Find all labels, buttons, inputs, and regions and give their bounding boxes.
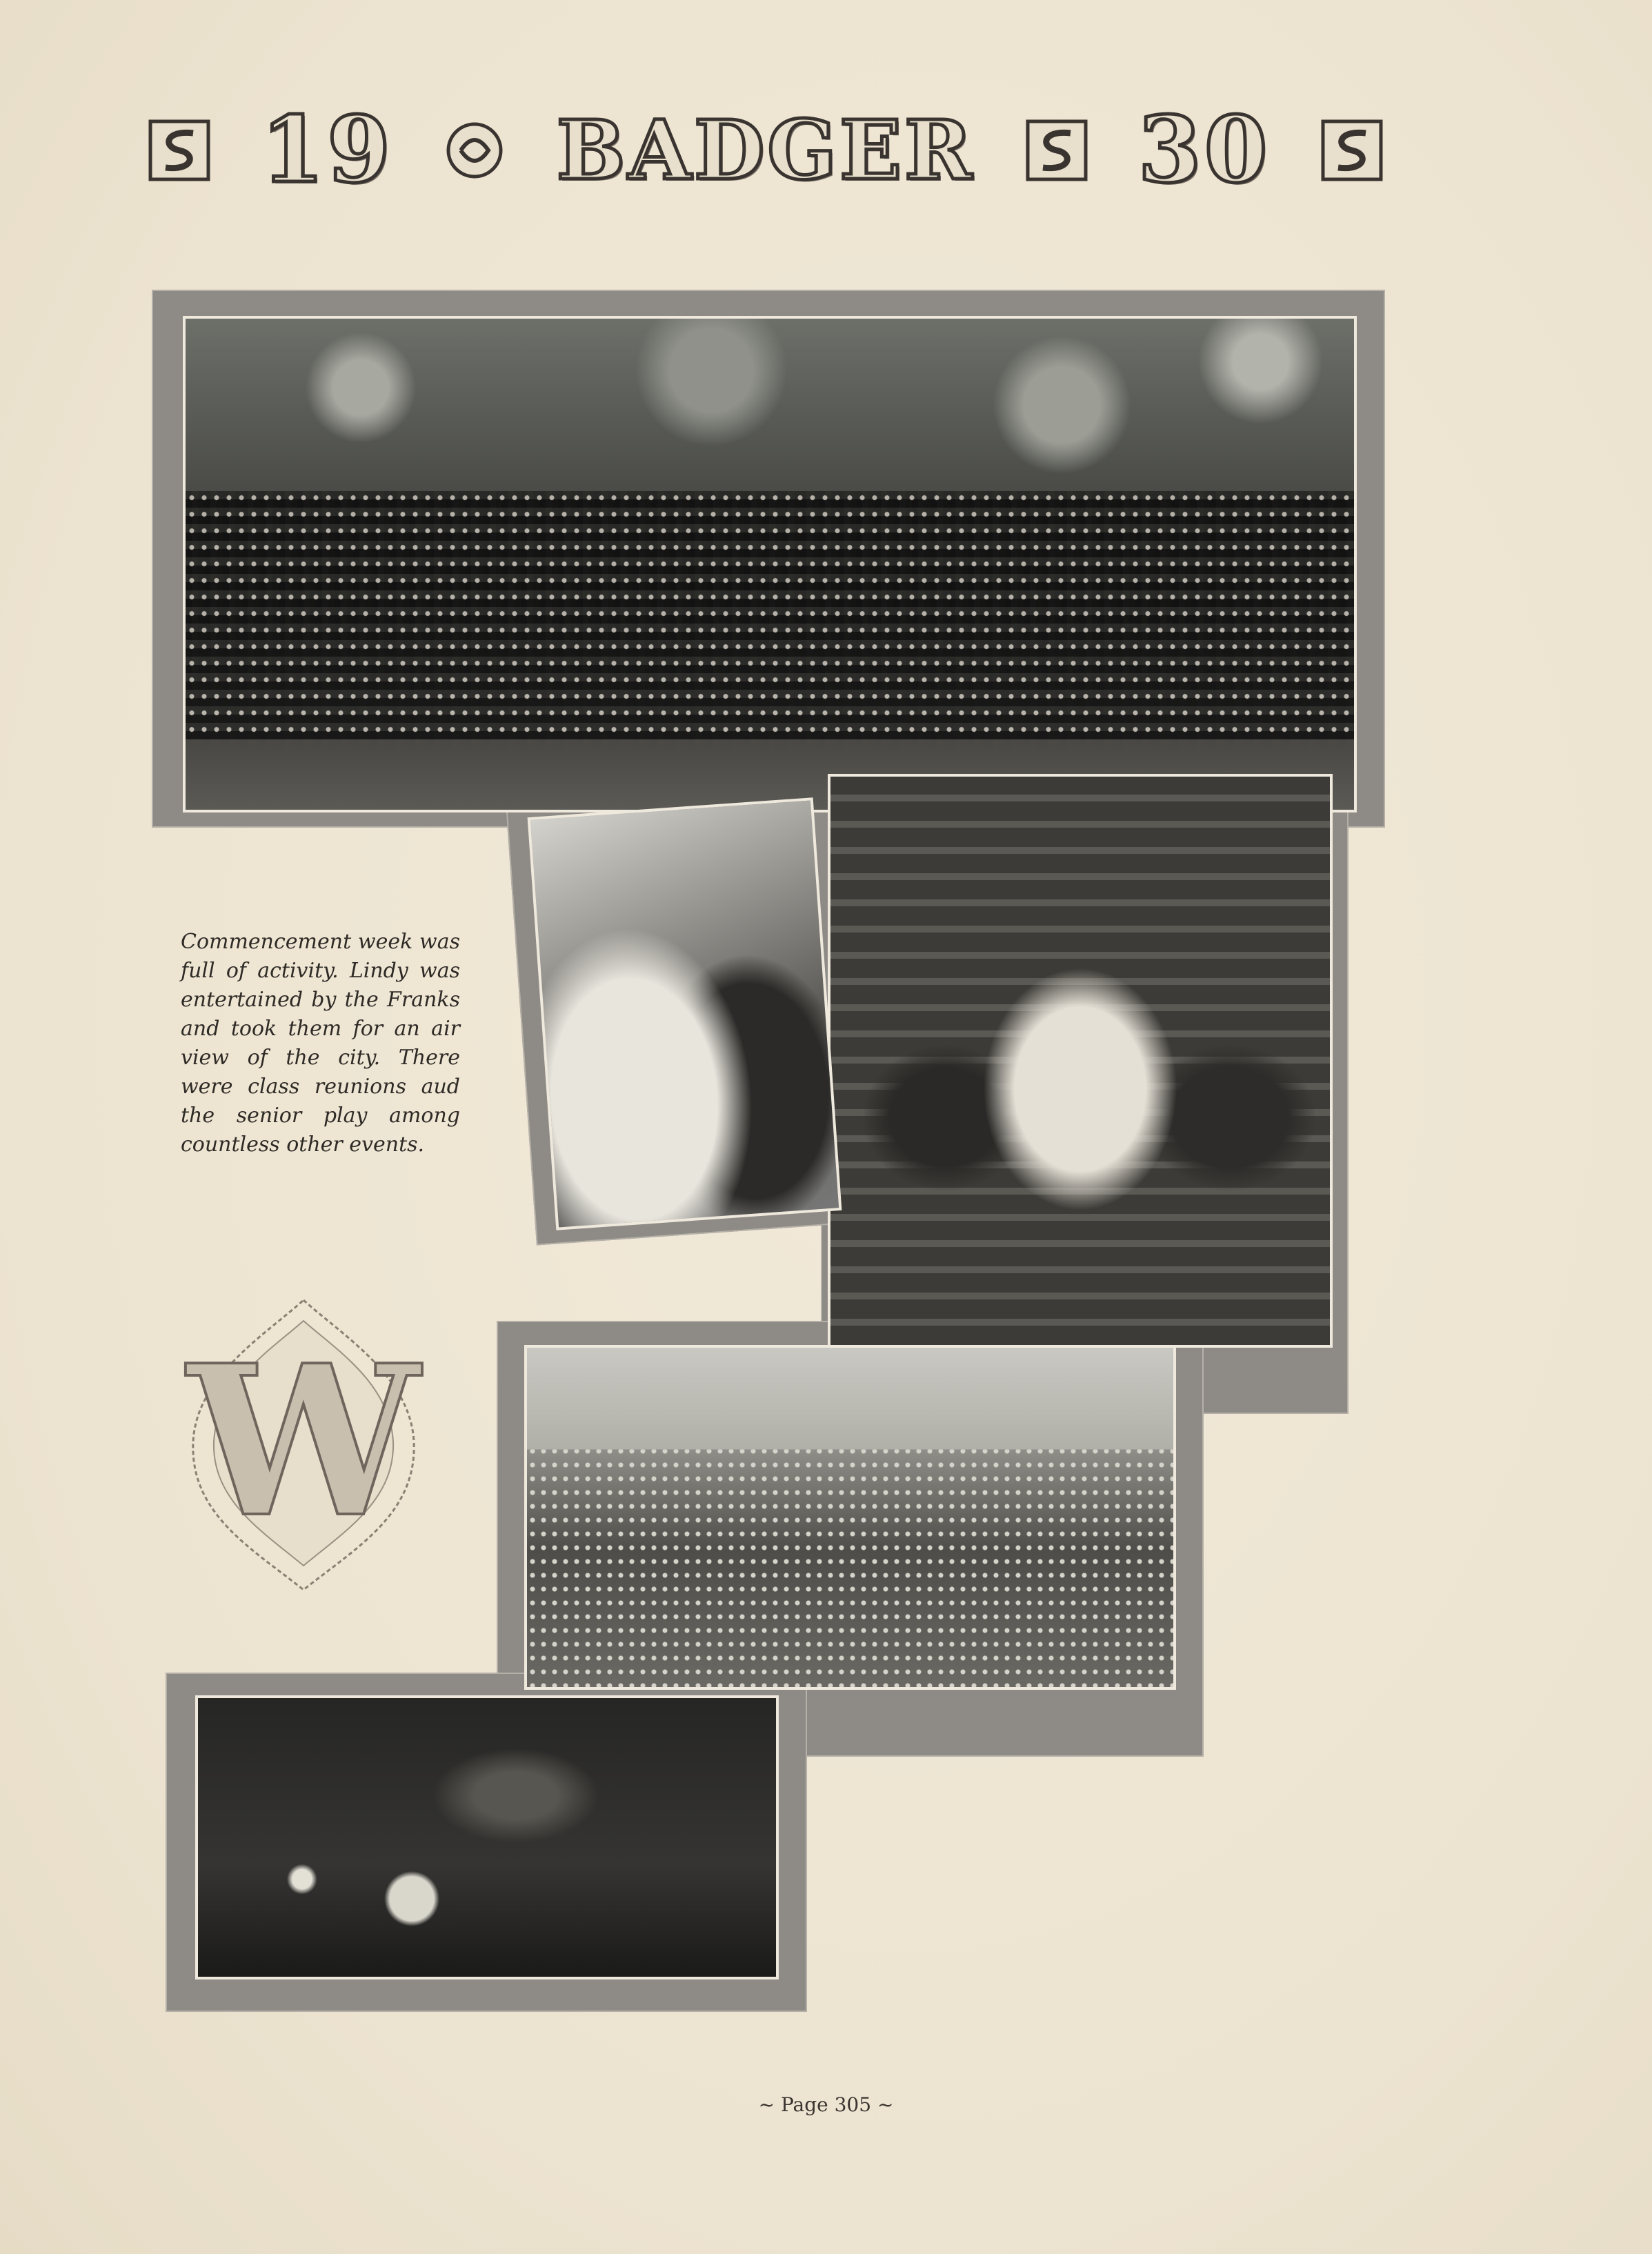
badger-1930-header: [145, 96, 1386, 203]
graduates-crowd: [186, 491, 1354, 739]
caption-text: Commencement week was full of activity. Lindy was entertained by the Franks and took them for an air view of the city. There were class reunions aud the senior play among countless other events.: [181, 930, 460, 1157]
initial-letter: W: [187, 1319, 420, 1563]
ornament-flourish-icon: [440, 116, 509, 185]
class-reunion-photo: [524, 1345, 1176, 1690]
year-right: 30: [1137, 96, 1271, 203]
ornament-s-icon: [1317, 116, 1386, 185]
lindy-with-the-franks-photo: [828, 774, 1333, 1348]
decorative-w-initial: [176, 1293, 431, 1597]
header-title: BADGER: [556, 101, 975, 198]
commencement-class-photo: [183, 316, 1357, 812]
ornament-s-icon: [145, 116, 214, 185]
page-number: ~ Page 305 ~: [758, 2093, 894, 2116]
ornament-s-icon: [1022, 116, 1091, 185]
year-left: 19: [261, 96, 394, 203]
woman-and-man-at-airplane-photo: [528, 797, 842, 1230]
senior-play-photo: [195, 1695, 779, 1979]
trees-background: [186, 319, 1354, 491]
